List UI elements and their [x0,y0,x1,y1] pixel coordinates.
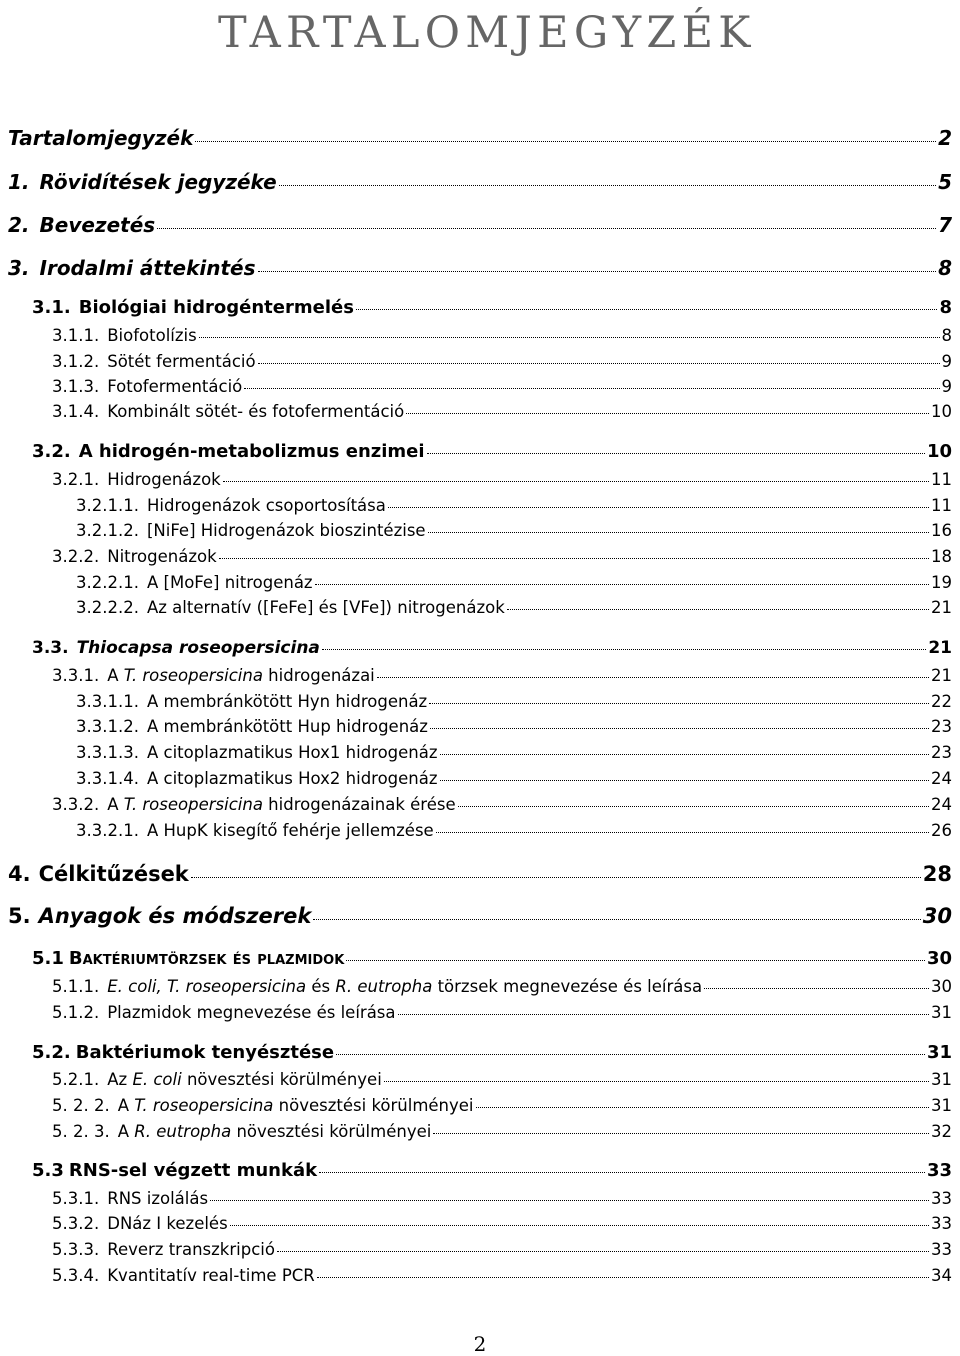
toc-leader [313,919,920,920]
toc-entry-3-3-1[interactable] [52,668,952,685]
toc-label: Fotofermentáció [107,377,243,396]
toc-number: 3.2.2. [52,547,100,566]
toc-entry-4[interactable] [8,864,952,885]
toc-label: A citoplazmatikus Hox2 hidrogenáz [146,769,438,788]
toc-page: 26 [931,821,952,840]
toc-label: RNS izolálás [107,1189,209,1208]
toc-label: A membránkötött Hup hidrogenáz [146,717,428,736]
toc-label-species: T. roseopersicina [123,666,263,685]
toc-leader [428,532,929,533]
toc-entry-5-1[interactable] [32,950,952,968]
toc-entry-5-2-3[interactable] [52,1124,952,1141]
toc-label: A membránkötött Hyn hidrogenáz [146,692,428,711]
toc-entry-5-3-4[interactable] [52,1268,952,1285]
toc-number: 5.3.2. [52,1214,100,1233]
toc-number: 5.3 [32,1160,64,1181]
toc-leader [430,728,929,729]
toc-label: Thiocapsa roseopersicina [76,638,320,658]
toc-number: 5.3.1. [52,1189,100,1208]
toc-number: 4. [8,862,31,886]
toc-label-part: A [117,1122,135,1141]
toc-leader [317,1277,929,1278]
toc-number: 5.1.2. [52,1003,100,1022]
toc-entry-5-1-1[interactable] [52,979,952,996]
toc-entry-3-1-1[interactable] [52,328,952,345]
toc-page: 8 [941,326,952,345]
toc-leader [476,1107,929,1108]
toc-label: Plazmidok megnevezése és leírása [107,1003,396,1022]
toc-number: 3.1. [32,297,71,318]
toc-number: 3.1.2. [52,352,100,371]
toc-number: 3.3.1.1. [76,692,139,711]
toc-label: Kvantitatív real-time PCR [107,1266,315,1285]
toc-leader [199,337,940,338]
toc-number: 3.3.1.4. [76,769,139,788]
toc-page: 9 [941,377,952,396]
toc-number: 5.3.3. [52,1240,100,1259]
toc-label [118,1124,432,1141]
toc-entry-3-1-4[interactable] [52,404,952,421]
toc-label-part: Az [107,1070,133,1089]
toc-label: Tartalomjegyzék [8,126,194,150]
toc-page: 21 [931,666,952,685]
toc-page: 11 [931,470,952,489]
toc-label-part: és [306,977,336,996]
toc-page: 18 [931,547,952,566]
toc-page: 31 [931,1070,952,1089]
toc-entry-5-1-2[interactable] [52,1005,952,1022]
toc-leader [244,388,939,389]
toc-label-species: T. roseopersicina [123,795,263,814]
toc-leader [398,1014,929,1015]
toc-leader [319,1172,925,1173]
toc-number: 3.1.1. [52,326,100,345]
toc-page: 9 [941,352,952,371]
toc-label: A [MoFe] nitrogenáz [146,573,313,592]
toc-page: 32 [931,1122,952,1141]
toc-number: 3.2. [32,441,71,462]
toc-leader [704,988,929,989]
toc-label [118,1098,474,1115]
toc-number: 5. 2. 3. [52,1122,110,1141]
toc-number: 3.3.1. [52,666,100,685]
toc-page: 33 [931,1189,952,1208]
toc-entry-1[interactable] [8,172,952,192]
toc-page: 23 [931,717,952,736]
toc-page: 16 [931,521,952,540]
toc-leader [315,584,929,585]
toc-label-species: E. coli [132,1070,182,1089]
toc-page: 8 [939,297,952,318]
toc-page: 24 [931,795,952,814]
toc-label [107,797,455,814]
toc-label [107,979,702,996]
toc-leader [377,677,929,678]
toc-page: 30 [926,948,952,969]
toc-label: Nitrogenázok [107,547,217,566]
toc-entry-5[interactable] [8,906,952,927]
toc-label-species: R. eutropha [134,1122,232,1141]
toc-label-species: E. coli, T. roseopersicina [107,977,307,996]
toc-label: Baktériumok tenyésztése [75,1042,335,1063]
toc-label: DNáz I kezelés [107,1214,228,1233]
toc-leader [388,507,929,508]
toc-leader [427,453,925,454]
toc-label-species: R. eutropha [335,977,433,996]
toc-leader [277,1251,929,1252]
toc-entry-3-2-1-2[interactable] [76,523,952,540]
toc-leader [436,832,929,833]
toc-page: 22 [931,692,952,711]
toc-number: 5.1.1. [52,977,100,996]
toc-entry-3-1-2[interactable] [52,354,952,371]
toc-entry-5-2[interactable] [32,1044,952,1062]
toc-entry-3-3-1-3[interactable] [76,745,952,762]
toc-label: Az alternatív ([FeFe] és [VFe]) nitrogenázok [146,598,505,617]
toc-number: 5.2. [32,1042,71,1063]
toc-page: 28 [922,862,952,886]
toc-entry-3-2-1-1[interactable] [76,498,952,515]
toc-label: A citoplazmatikus Hox1 hidrogenáz [146,743,438,762]
toc-label-species: T. roseopersicina [134,1096,274,1115]
toc-page: 31 [926,1042,952,1063]
toc-number: 3.2.1. [52,470,100,489]
toc-page: 19 [931,573,952,592]
toc-page: 33 [931,1240,952,1259]
toc-leader [223,481,929,482]
toc-entry-3-3-2-1[interactable] [76,823,952,840]
toc-entry-5-3-2[interactable] [52,1216,952,1233]
toc-leader [507,609,929,610]
toc-number: 3.3. [32,638,69,658]
toc-number: 5.2.1. [52,1070,100,1089]
toc-leader [191,877,921,878]
toc-label: Biológiai hidrogéntermelés [78,297,354,318]
toc-entry-3[interactable] [8,258,952,278]
toc-entry-2[interactable] [8,215,952,235]
toc-number: 5.1 [32,948,64,969]
toc-leader [406,413,929,414]
toc-number: 5. [8,904,31,928]
toc-page: 10 [931,402,952,421]
toc-label: Célkitűzések [38,862,189,886]
toc-label: Anyagok és módszerek [38,904,312,928]
toc-entry-3-1[interactable] [32,299,952,317]
toc-entry-3-3-1-4[interactable] [76,771,952,788]
toc-entry-5-2-2[interactable] [52,1098,952,1115]
toc-page: 5 [938,170,952,194]
toc-page: 31 [931,1096,952,1115]
toc-entry-3-2-1[interactable] [52,472,952,489]
toc-label-part: törzsek megnevezése és leírása [432,977,703,996]
toc-label: Baktériumtörzsek és plazmidok [68,948,345,969]
toc-page: 30 [931,977,952,996]
toc-label [107,668,375,685]
toc-number: 3.3.1.3. [76,743,139,762]
toc-label: Biofotolízis [107,326,197,345]
toc-label: Sötét fermentáció [107,352,256,371]
toc-leader [230,1225,929,1226]
toc-entry-5-3-3[interactable] [52,1242,952,1259]
toc-leader [322,649,926,650]
toc-number: 3. [8,256,30,280]
toc-leader [210,1200,929,1201]
toc-entry-3-2-2[interactable] [52,549,952,566]
toc-leader [440,754,929,755]
toc-number: 3.1.4. [52,402,100,421]
toc-leader [258,271,937,272]
toc-entry-3-3-2[interactable] [52,797,952,814]
toc-page: 23 [931,743,952,762]
toc-label-part: növesztési körülményei [181,1070,382,1089]
toc-entry-5-3[interactable] [32,1162,952,1180]
toc-entry-3-3-1-2[interactable] [76,719,952,736]
toc-number: 5.3.4. [52,1266,100,1285]
toc-page: 7 [938,213,952,237]
toc-label-part: A [107,666,124,685]
toc-page: 34 [931,1266,952,1285]
toc-leader [195,141,936,142]
toc-number: 3.3.2.1. [76,821,139,840]
toc-label-part: növesztési körülményei [231,1122,432,1141]
toc-label-part: A [117,1096,135,1115]
toc-label: Rövidítések jegyzéke [39,170,277,194]
toc-label: Hidrogenázok [107,470,221,489]
toc-label: A HupK kisegítő fehérje jellemzése [146,821,434,840]
toc-page: 30 [922,904,952,928]
toc-leader [458,806,929,807]
toc-label: Kombinált sötét- és fotofermentáció [107,402,405,421]
toc-leader [356,309,938,310]
toc-page: 31 [931,1003,952,1022]
toc-leader [336,1054,925,1055]
toc-number: 3.2.2.1. [76,573,139,592]
toc-label-part: hidrogenázainak érése [262,795,456,814]
toc-page: 21 [931,598,952,617]
toc-label: [NiFe] Hidrogenázok bioszintézise [146,521,426,540]
toc-label: RNS-sel végzett munkák [68,1160,318,1181]
toc-label: Reverz transzkripció [107,1240,275,1259]
toc-leader [279,185,936,186]
toc-label-part: növesztési körülményei [273,1096,474,1115]
toc-number: 3.1.3. [52,377,100,396]
toc-leader [157,228,936,229]
toc-number: 3.3.2. [52,795,100,814]
toc-number: 3.3.1.2. [76,717,139,736]
toc-number: 3.2.1.2. [76,521,139,540]
toc-label: A hidrogén-metabolizmus enzimei [78,441,425,462]
toc-entry-3-2-2-1[interactable] [76,575,952,592]
toc-page: 24 [931,769,952,788]
toc-leader [346,960,925,961]
toc-entry-5-2-1[interactable] [52,1072,952,1089]
toc-entry-5-3-1[interactable] [52,1191,952,1208]
toc-number: 5. 2. 2. [52,1096,110,1115]
toc-entry-3-3[interactable] [32,640,952,657]
toc-label: Bevezetés [39,213,156,237]
toc-label-part: A [107,795,124,814]
toc-label: Irodalmi áttekintés [39,256,256,280]
toc-page: 11 [931,496,952,515]
toc-leader [384,1081,929,1082]
toc-page: 33 [931,1214,952,1233]
toc-entry-3-3-1-1[interactable] [76,694,952,711]
toc-entry-tartalomjegyzek[interactable] [8,128,952,148]
toc-entry-3-1-3[interactable] [52,379,952,396]
toc-number: 3.2.1.1. [76,496,139,515]
toc-label: Hidrogenázok csoportosítása [146,496,386,515]
toc-leader [429,703,929,704]
page-title: TARTALOMJEGYZÉK [218,8,756,58]
toc-entry-3-2-2-2[interactable] [76,600,952,617]
toc-entry-3-2[interactable] [32,443,952,461]
toc-page: 33 [926,1160,952,1181]
toc-leader [258,363,940,364]
page-number: 2 [473,1332,487,1356]
toc-leader [219,558,929,559]
toc-number: 2. [8,213,30,237]
toc-label [107,1072,382,1089]
toc-leader [433,1133,929,1134]
toc-page: 2 [938,126,952,150]
toc-label-part: hidrogenázai [262,666,375,685]
toc-number: 1. [8,170,30,194]
toc-page: 10 [926,441,952,462]
toc-number: 3.2.2.2. [76,598,139,617]
toc-page: 21 [928,638,952,658]
toc-page: 8 [938,256,952,280]
toc-leader [440,780,929,781]
